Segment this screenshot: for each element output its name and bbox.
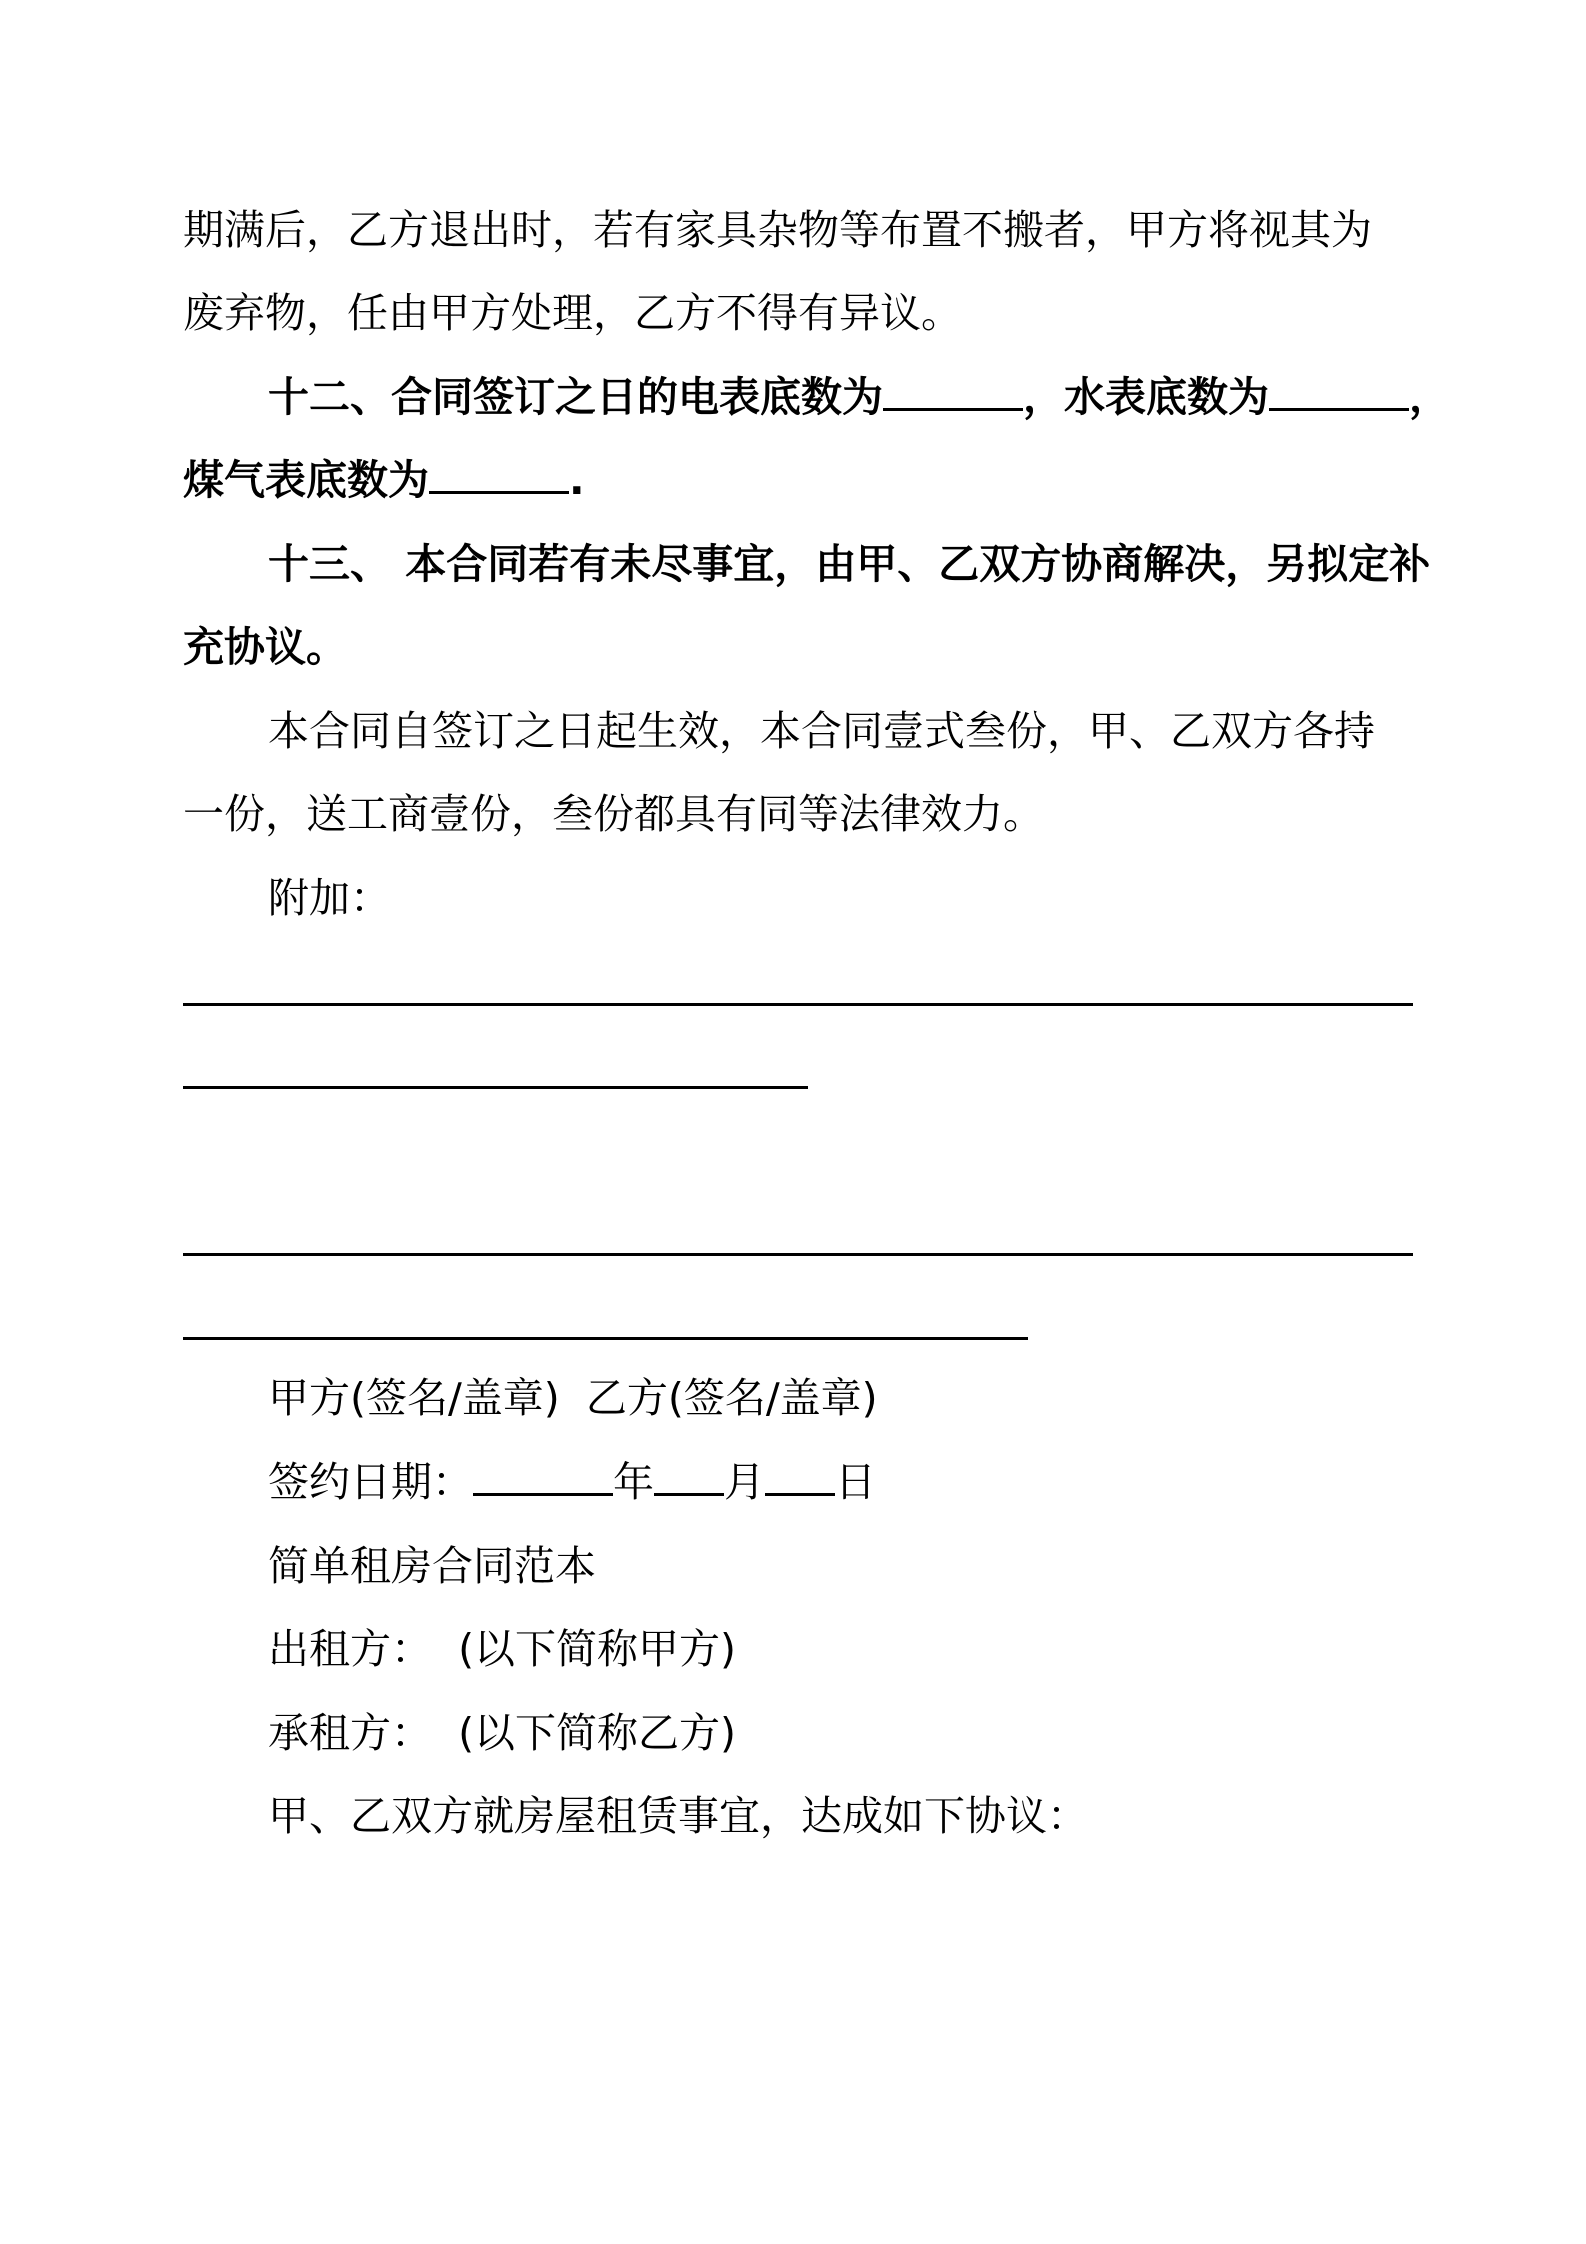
year-blank [473,1457,613,1496]
gas-meter-blank [429,455,569,494]
paragraph-line: 期满后，乙方退出时，若有家具杂物等布置不搬者，甲方将视其为 [183,206,1372,254]
effectiveness-line: 一份，送工商壹份，叁份都具有同等法律效力。 [183,790,1044,838]
day-blank [765,1457,835,1496]
clause-12-line [268,372,1450,422]
clause-12-text: ，水表底数为 [1023,373,1269,421]
lessee-line: 承租方： (以下简称乙方) [268,1709,737,1757]
signature-line: 甲方(签名/盖章) 乙方(签名/盖章) [268,1374,878,1422]
date-label: 签约日期： [268,1458,473,1506]
addendum-label: 附加： [268,874,391,922]
addendum-blank-line [183,1086,808,1089]
month-label: 月 [724,1458,765,1506]
effectiveness-line: 本合同自签订之日起生效，本合同壹式叁份，甲、乙双方各持 [268,707,1375,755]
clause-13-line: 充协议。 [183,623,347,671]
electric-meter-blank [883,372,1023,411]
addendum-blank-line [183,1003,1413,1006]
day-label: 日 [835,1458,876,1506]
addendum-blank-line [183,1337,1028,1340]
paragraph-line: 废弃物，任由甲方处理，乙方不得有异议。 [183,289,962,337]
contract-title: 简单租房合同范本 [268,1542,596,1590]
agreement-intro: 甲、乙双方就房屋租赁事宜，达成如下协议： [268,1792,1088,1840]
clause-12-text: 十二、合同签订之日的电表底数为 [268,373,883,421]
addendum-blank-line [183,1253,1413,1256]
signing-date-line [268,1457,876,1507]
clause-12-line [183,455,585,505]
clause-12-text: . [569,456,585,504]
clause-13-line: 十三、 本合同若有未尽事宜，由甲、乙双方协商解决，另拟定补 [268,540,1431,588]
year-label: 年 [613,1458,654,1506]
clause-12-text: 煤气表底数为 [183,456,429,504]
water-meter-blank [1269,372,1409,411]
clause-12-text: ， [1409,373,1450,421]
month-blank [654,1457,724,1496]
lessor-line: 出租方： (以下简称甲方) [268,1625,737,1673]
